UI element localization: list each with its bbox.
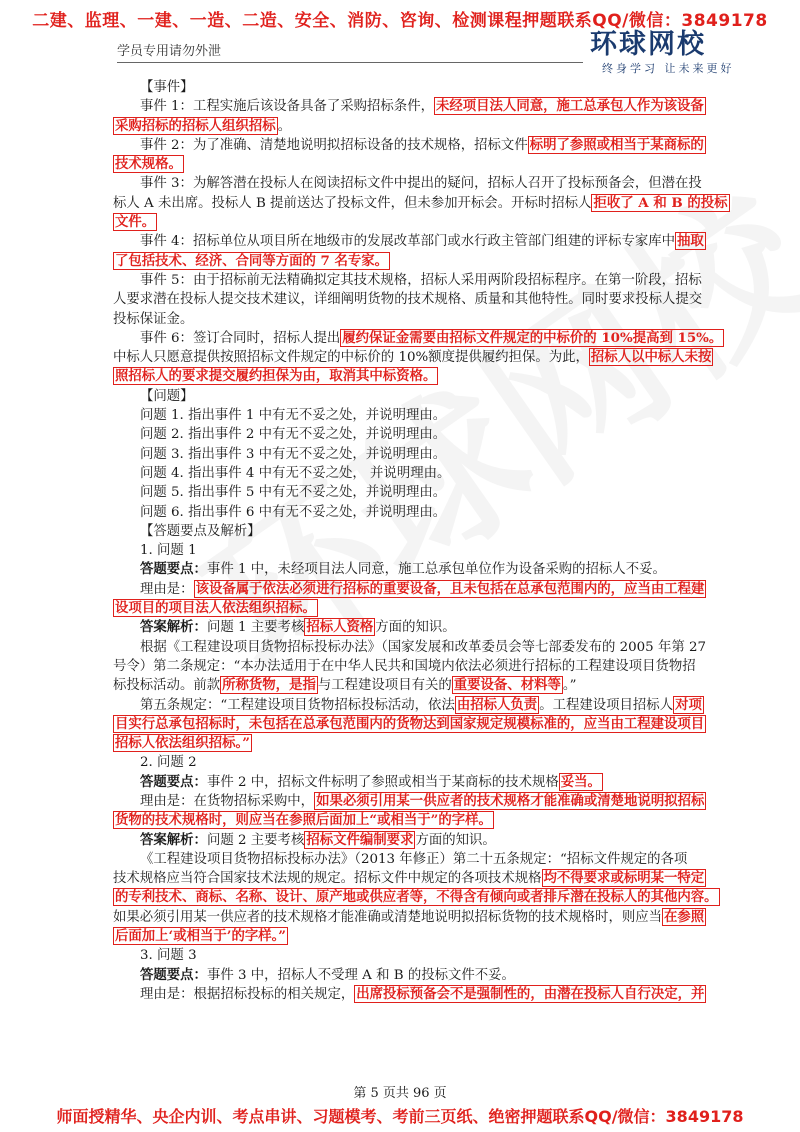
text-segment: 如果必须引用某一供应者的技术规格才能准确或清楚地说明拟招标货物的技术规格时，则应当 [113,909,663,925]
highlighted-text: 招标文件编制要求 [306,831,414,848]
text-segment: 第五条规定：“工程建设项目货物招标投标活动，依法 [140,697,455,713]
text-line [113,946,733,965]
highlighted-text: 未经项目法人同意，施工总承包人作为该设备 [435,98,704,115]
text-line [113,117,733,136]
text-line [113,503,733,522]
page-number: 第 5 页共 96 页 [353,1086,447,1101]
highlighted-text: 均不得要求或标明某一特定 [543,870,705,887]
highlighted-text: 目实行总承包招标时，未包括在总承包范围内的货物达到国家规定规模标准的，应当由工程建设项目 [115,715,705,732]
text-segment: 事件 3 中，招标人不受理 A 和 B 的投标文件不妥。 [206,967,515,983]
highlighted-text: 招标人依法组织招标。” [115,735,250,752]
text-segment: 根据《工程建设项目货物招标投标办法》（国家发展和改革委员会等七部委发布的 2005 年第 27 [140,639,707,655]
highlighted-text: 设项目的项目法人依法组织招标。 [115,600,316,617]
text-segment: 事件 2：为了准确、清楚地说明拟招标设备的技术规格，招标文件 [140,137,528,153]
highlighted-text: 重要设备、材料等 [453,677,561,694]
text-line [113,888,733,907]
text-segment: 标投标活动。前款 [113,678,221,694]
text-segment: 事件 1 中，未经项目法人同意，施工总承包单位作为设备采购的招标人不妥。 [206,562,666,578]
text-segment: 投标保证金。 [113,311,194,327]
text-segment: 。” [562,678,577,694]
text-line [113,927,733,946]
text-line [113,676,733,695]
text-segment: 【事件】 [140,80,194,95]
text-segment: 问题 4. 指出事件 4 中有无不妥之处， 并说明理由。 [140,465,451,481]
text-segment: 《工程建设项目货物招标投标办法》（2013 年修正）第二十五条规定：“招标文件规定的各项 [140,851,688,867]
text-segment: 与工程建设项目有关的 [317,678,452,694]
text-segment: 事件 2 中，招标文件标明了参照或相当于某商标的技术规格 [206,774,559,790]
text-segment: 事件 1：工程实施后该设备具备了采购招标条件， [140,99,434,115]
text-line [113,696,733,715]
text-segment: 1. 问题 1 [140,543,197,559]
logo-slogan: 终身学习 让未来更好 [602,62,735,75]
text-line [113,290,733,309]
text-line [113,657,733,676]
text-segment: 事件 4：招标单位从项目所在地级市的发展改革部门或水行政主管部门组建的评标专家库中 [140,234,676,250]
highlighted-text: 后面加上‘或相当于’的字样。” [115,928,287,945]
text-line [113,599,733,618]
text-line [113,753,733,772]
text-line [113,831,733,850]
text-line [113,155,733,174]
highlighted-text: 照招标人的要求提交履约担保为由，取消其中标资格。 [115,368,437,385]
text-line [113,174,733,193]
highlighted-text: 招标人以中标人未按 [590,349,712,366]
text-segment: 理由是： [140,581,194,597]
text-line [113,445,733,464]
text-segment: 【问题】 [140,388,194,404]
text-segment: 事件 6：签订合同时，招标人提出 [140,330,341,346]
text-segment: 3. 问题 3 [140,948,197,964]
highlighted-text: 了包括技术、经济、合同等方面的 7 名专家。 [115,252,389,269]
text-segment: 人要求潜在投标人提交技术建议，详细阐明货物的技术规格、质量和其他特性。同时要求投标人提交 [113,292,703,308]
text-segment: 事件 5：由于招标前无法精确拟定其技术规格，招标人采用两阶段招标程序。在第一阶段，招标 [140,272,702,288]
text-segment: 问题 2. 指出事件 2 中有无不妥之处，并说明理由。 [140,427,447,443]
text-line [113,541,733,560]
highlighted-text: 妥当。 [560,773,601,790]
highlighted-text: 招标人资格 [306,619,374,636]
text-line [113,734,733,753]
bold-label: 答案解析： [140,619,207,636]
text-segment: 2. 问题 2 [140,755,197,771]
highlighted-text: 履约保证金需要由招标文件规定的中标价的 10%提高到 15%。 [342,329,723,346]
highlighted-text: 在参照 [664,908,705,925]
text-line [113,406,733,425]
text-line [113,560,733,579]
text-segment: 理由是：在货物招标采购中， [140,793,315,809]
text-line [113,522,733,541]
highlighted-text: 出席投标预备会不是强制性的，由潜在投标人自行决定，并 [356,985,705,1002]
highlighted-text: 对项 [675,696,702,713]
text-line [113,252,733,271]
highlighted-text: 抽取 [677,233,704,250]
text-line [113,773,733,792]
text-line [113,792,733,811]
text-segment: 问题 6. 指出事件 6 中有无不妥之处，并说明理由。 [140,504,447,520]
text-line [113,850,733,869]
text-line [113,425,733,444]
text-segment: 问题 1 主要考核 [206,620,305,636]
header-divider [117,62,583,63]
text-segment: 理由是：根据招标投标的相关规定， [140,986,355,1002]
text-segment: 问题 5. 指出事件 5 中有无不妥之处，并说明理由。 [140,485,447,501]
text-line [113,329,733,348]
contact-banner-bottom: 师面授精华、央企内训、考点串讲、习题模考、考前三页纸、绝密押题联系QQ/微信：3849178 [56,1107,744,1126]
text-line [113,985,733,1004]
contact-banner-top: 二建、监理、一建、一造、二造、安全、消防、咨询、检测课程押题联系QQ/微信：3849178 [32,11,768,31]
text-segment: 中标人只愿意提供按照招标文件规定的中标价的 10%额度提供履约担保。为此， [113,350,589,366]
highlighted-text: 文件。 [115,214,156,231]
text-line [113,464,733,483]
highlighted-text: 技术规格。 [115,156,182,173]
text-segment: 问题 3. 指出事件 3 中有无不妥之处，并说明理由。 [140,446,447,462]
highlighted-text: 所称货物，是指 [222,677,316,694]
text-line [113,908,733,927]
text-segment: 方面的知识。 [375,620,456,636]
bold-label: 答题要点： [140,561,207,578]
text-line [113,97,733,116]
bold-label: 答案解析： [140,831,207,848]
highlighted-text: 采购招标的招标人组织招标 [115,117,276,134]
highlighted-text: 标明了参照或相当于某商标的 [529,136,704,153]
school-logo [590,30,740,76]
document-body [113,78,733,1004]
text-line [113,966,733,985]
highlighted-text: 的专利技术、商标、名称、设计、原产地或供应者等，不得含有倾向或者排斥潜在投标人的其他内容。 [115,889,718,906]
text-line [113,271,733,290]
text-segment: 号令）第二条规定：“本办法适用于在中华人民共和国境内依法必须进行招标的工程建设项目货物招 [113,658,696,674]
bold-label: 答题要点： [140,966,207,983]
text-line [113,869,733,888]
text-segment: 问题 2 主要考核 [206,832,305,848]
text-line [113,638,733,657]
text-segment: 。工程建设项目招标人 [539,697,674,713]
text-segment: 事件 3：为解答潜在投标人在阅读招标文件中提出的疑问，招标人召开了投标预备会，但潜在投 [140,176,702,192]
text-segment: 。 [277,118,292,134]
bold-label: 答题要点： [140,773,207,790]
text-line [113,136,733,155]
text-line [113,715,733,734]
text-line [113,78,733,97]
highlighted-text: 货物的技术规格时，则应当在参照后面加上“或相当于”的字样。 [115,812,492,829]
text-line [113,811,733,830]
highlighted-text: 由招标人负责 [456,696,538,713]
highlighted-text: 如果必须引用某一供应者的技术规格才能准确或清楚地说明拟招标 [316,792,705,809]
text-line [113,387,733,406]
text-segment: 方面的知识。 [415,832,496,848]
header-note: 学员专用请勿外泄 [117,44,222,59]
text-segment: 问题 1. 指出事件 1 中有无不妥之处，并说明理由。 [140,408,447,424]
text-segment: 技术规格应当符合国家技术法规的规定。招标文件中规定的各项技术规格 [113,871,542,887]
text-line [113,194,733,213]
text-line [113,213,733,232]
text-line [113,483,733,502]
text-line [113,232,733,251]
logo-name: 环球网校 [590,29,706,60]
highlighted-text: 拒收了 A 和 B 的投标 [593,194,728,211]
text-line [113,618,733,637]
text-segment: 【答题要点及解析】 [140,523,261,539]
highlighted-text: 该设备属于依法必须进行招标的重要设备，且未包括在总承包范围内的，应当由工程建 [195,580,705,597]
text-segment: 标人 A 未出席。投标人 B 提前送达了投标文件，但未参加开标会。开标时招标人 [113,195,592,211]
text-line [113,310,733,329]
text-line [113,348,733,367]
text-line [113,580,733,599]
text-line [113,367,733,386]
